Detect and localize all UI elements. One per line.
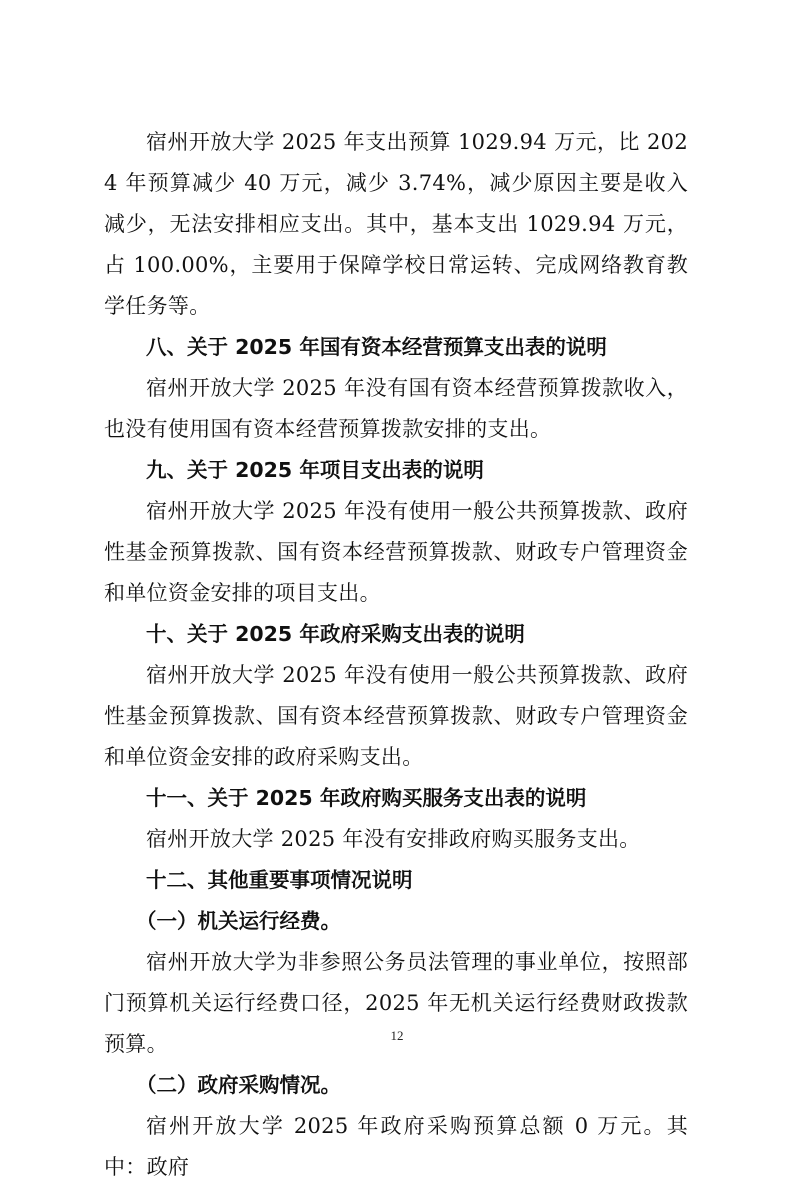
heading-section-12: 十二、其他重要事项情况说明: [146, 868, 413, 892]
paragraph-government-procurement: 宿州开放大学 2025 年没有使用一般公共预算拨款、政府性基金预算拨款、国有资本经营预算拨款、财政专户管理资金和单位资金安排的政府采购支出。: [104, 663, 688, 769]
page-number: 12: [390, 1028, 404, 1043]
subheading-operating-funds: （一）机关运行经费。: [136, 909, 341, 933]
subheading-procurement-status: （二）政府采购情况。: [136, 1073, 341, 1097]
paragraph-expenditure-budget: 宿州开放大学 2025 年支出预算 1029.94 万元，比 2024 年预算减少 40 万元，减少 3.74%，减少原因主要是收入减少，无法安排相应支出。其中，基本支出 1029.94 万元，占 100.00%，主要用于保障学校日常运转、完成网络教育教学任务等。: [104, 130, 688, 318]
paragraph-project-expenditure: 宿州开放大学 2025 年没有使用一般公共预算拨款、政府性基金预算拨款、国有资本经营预算拨款、财政专户管理资金和单位资金安排的项目支出。: [104, 499, 688, 605]
paragraph-state-capital: 宿州开放大学 2025 年没有国有资本经营预算拨款收入，也没有使用国有资本经营预算拨款安排的支出。: [104, 376, 688, 441]
heading-section-10: 十、关于 2025 年政府采购支出表的说明: [146, 622, 525, 646]
paragraph-operating-funds: 宿州开放大学为非参照公务员法管理的事业单位，按照部门预算机关运行经费口径，2025 年无机关运行经费财政拨款预算。: [104, 950, 688, 1056]
heading-section-9: 九、关于 2025 年项目支出表的说明: [146, 458, 484, 482]
heading-section-11: 十一、关于 2025 年政府购买服务支出表的说明: [146, 786, 587, 810]
paragraph-procurement-status: 宿州开放大学 2025 年政府采购预算总额 0 万元。其中：政府: [104, 1114, 688, 1179]
paragraph-purchased-services: 宿州开放大学 2025 年没有安排政府购买服务支出。: [146, 827, 641, 851]
heading-section-8: 八、关于 2025 年国有资本经营预算支出表的说明: [146, 335, 607, 359]
